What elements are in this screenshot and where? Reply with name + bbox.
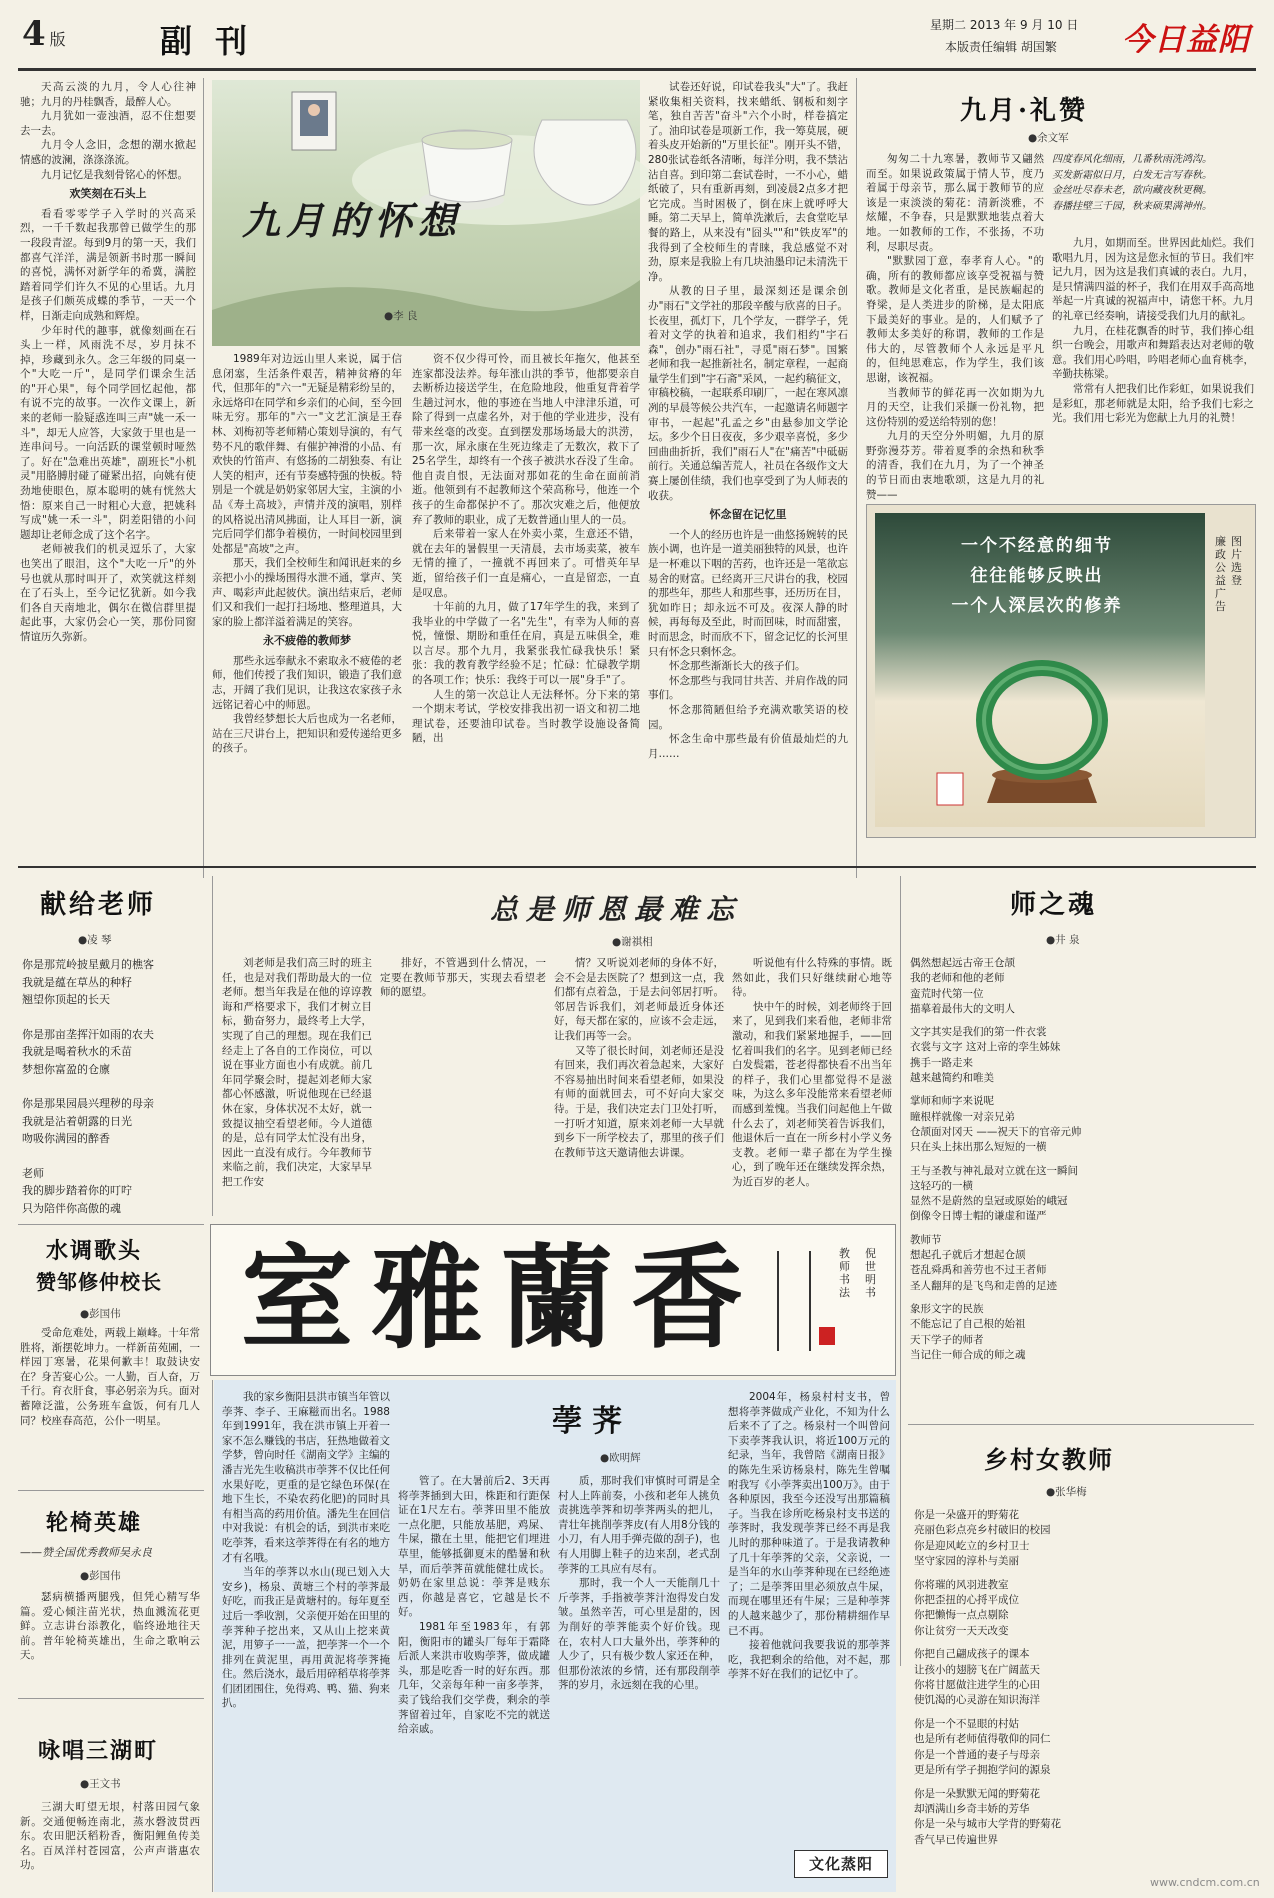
village-title: 乡村女教师 [984, 1445, 1114, 1474]
wheel-subtitle: ——赞全国优秀教师吴永良 [20, 1546, 152, 1559]
poem-line: 你是一个不显眼的村姑 [914, 1717, 1019, 1730]
feature-col-a: 1989年对边远山里人来说，属于信息闭塞，生活条件艰苦，精神贫瘠的年代，但那年的"六一"无疑是精彩纷呈的，永远烙印在同学和乡亲们的心间，至今回味无穷。那年的"六一"文艺汇演是王春林、刘梅初等老师精心策划导演的，有气势不凡的歌伴舞、有催护神滑的小品、有欢快的竹笛声、有悠扬的二胡独奏、有让人笑的相声，还有节奏感特强的快板。特别是一个就是奶奶家邻居大宝，主演的小品《寿土高坡》，声情并茂的演唱，别样的风格说出清风拂面，让人耳目一新，演完后同学们都争着模仿，一时间校园里到处都是"高坡"之声。 那天，我们全校师生和闻讯赶来的乡亲把小小的操场围得水泄不通，掌声、笑声、喝彩声此起彼伏。演出结束后，老师们又和我们一起打扫场地、整理道具，大家的脸上都洋溢着满足的笑容。 永不疲倦的教师梦 那些永远奉献永不索取永不疲倦的老师，他们传授了我们知识，锻造了我们意志，开阔了我们见识，让我这农家孩子永远铭记着心中的师恩。 我曾经梦想长大后也成为一名老师，站在三尺讲台上，把知识和爱传递给更多的孩子。 [212, 353, 402, 755]
poem-line: 只在头上抹出那么短短的一横 [910, 1141, 1047, 1154]
poem-teacher-author: ●凌 琴 [78, 934, 112, 946]
poem-line: 仓颉面对冈天 ——祝天下的官帝元帅 [910, 1125, 1082, 1138]
poem-line: 当记住一师合成的师之魂 [910, 1348, 1026, 1361]
poem-line: 你将璀的风羽进教室 [914, 1578, 1009, 1591]
jade-bangle-illustration [927, 645, 1157, 815]
poem-line: 不能忘记了自己根的始祖 [910, 1318, 1026, 1331]
poem-line: 使饥渴的心灵游在知识海洋 [914, 1694, 1040, 1707]
lake-body: 三湖大町望无垠，村落田园气象新。交通便畅连南北，蒸水磬波贯西东。农田肥沃稻粉香，衡阳鲤鱼传美名。百凤洋村苍园富，公声声谐惠农功。 [20, 1801, 200, 1872]
subheading: 怀念留在记忆里 [709, 508, 787, 522]
poem-line: 你让贫穷一天天改变 [914, 1624, 1009, 1637]
poem-line: 越来越简约和唯美 [910, 1072, 994, 1085]
calligraphy-seal [819, 1327, 835, 1345]
ci-title: 水调歌头 [46, 1238, 143, 1264]
center-col-1: 刘老师是我们高三时的班主任，也是对我们帮助最大的一位老师。想当年我是在他的谆谆教诲和严格要求下，我们才树立目标，勤奋努力，最终考上大学，实现了自己的理想。现在我们已经走上了各自的工作岗位，可以说在事业方面也小有成就。前几年同学聚会时，提起刘老师大家都心怀感激，听说他现在已经退休在家，身体状况不太好，就一致提议抽空看望老师。今人道德的是，总有同学太忙没有出身，因此一直没有成行。今年教师节来临之前，我们决定，大家早早把工作安 [222, 957, 372, 1188]
stanza-gap [910, 1156, 1254, 1164]
poem-line: 你把自己翩成孩子的课本 [914, 1648, 1030, 1661]
poem-line: 瞳根样就像一对亲兄弟 [910, 1110, 1015, 1123]
ode-author: ●余文军 [1028, 132, 1069, 144]
lake-author: ●王文书 [80, 1778, 121, 1790]
poem-line: 我的老师和他的老师 [910, 972, 1005, 985]
ad-line-2: 往往能够反映出 [970, 566, 1104, 586]
poem-line: 苍乱舜禹和善劳也不过王者师 [910, 1264, 1047, 1277]
section-title: 副 刊 [160, 22, 254, 60]
jicai-col-1: 我的家乡衡阳县洪市镇当年管以荸荠、李子、王麻糍而出名。1988年到1991年，我在洪市镇上开着一家不怎么赚钱的书店，狂热地做着文学梦，曾向时任《湖南文学》主编的潘吉光先生收稿洪市荸荠不仅比任何水果好吃，更重的是它绿色环保(在地下生长，不染农药化肥)的同时具有相当高的药用价值。潘先生在回信中对我说：有机会的话，到洪市来吃吃荸荠，看来这荸荠得在有名的地方才有名哦。 当年的荸荠以水山(现已划入大安乡)，杨泉、黄塘三个村的荸荠最好吃，而我正是黄塘村的。每年夏至过后一季收割，父亲便开始在田里的荸荠种子挖出来，又从山上挖来黄泥，用箩子一一盖，把荸荠一个一个排列在黄泥里，再用黄泥将荸荠掩住。然后浇水，最后用碎稻草将荸荠们团团围住，免得鸡、鸭、猫、狗来扒。 [222, 1391, 390, 1710]
editor-line: 本版责任编辑 胡国繁 [945, 40, 1057, 54]
ci-subtitle: 赞邹修仲校长 [36, 1270, 162, 1294]
poem-line: 蛮荒时代第一位 [910, 987, 984, 1000]
watermark: www.cndcm.com.cn [1150, 1876, 1260, 1889]
stanza-gap [910, 1294, 1254, 1302]
jicai-col-4: 2004年，杨泉村村支书，曾想将荸荠做成产业化，不知为什么后来不了了之。杨泉村一个叫曾问下卖荸荠我认识，将近100万元的纪录，当年，我曾陪《湖南日报》的陈先生采访杨泉村，陈先生曾嘱咐我写《小荸荠卖出100万》。由于各种原因，我至今还没写出那篇稿子。当我在诊所吃杨泉村支书送的荸荠时，我发现荸荠已经不再是我儿时的那种味道了。于是我请教种了几十年荸荠的父亲，父亲说，一是当年的水山荸荠种现在已经绝迹了；二是荸荠田里必须放点牛屎，而现在哪里还有牛屎；三是种荸荠的人越来越少了，那份精耕细作早已不再。 接着他就问我要我说的那荸荠吃，我把剩余的给他，对不起，那荸荠不好在我们的记忆中了。 [728, 1391, 890, 1681]
feature-col-c: 试卷还好说，印试卷我头"大"了。我赶紧收集相关资料，找来蜡纸、钢板和刻字笔，独自苦苦"奋斗"六个小时，样卷搞定了。油印试卷是项新工作，我一筹莫展，硬着头皮开始新的"万里长征"。刚开头不错，280张试卷纸各清晰，每洋分明，我不禁沾沾自喜。到印第二套试卷时，一不小心，蜡纸破了，只有重新再刻，到凌晨2点多才把它完成。当时困极了，倒在床上就呼呼大睡。第二天早上，简单洗漱后，去食堂吃早餐的路上，从来没有"囧头""和"铁皮军"的我得到了全校师生的青睐，我总感觉不对劲，原来是我脸上有几块油墨印记未清洗干净。 从教的日子里，最深刻还是课余创办"雨石"文学社的那段辛酸与欣喜的日子。长夜里，孤灯下，几个学友，一群学子，凭着对文学的执着和追求，我们相约"宇石森"，创办"雨石社"，寻觅"雨石梦"。国繁老师和我一起推新社名，制定章程，一起商量学生们到"宇石斋"采风，一起约稿征文，审稿校稿，一起联系印刷厂，一起在寒风凛冽的早晨等候公共汽车，一起邀请名师题字审书，一起起"孔孟之乡"由悬参加文学论坛。多少个日日夜夜，多少艰辛喜悦，多少回曲曲折折，我们"雨石人"在"痛苦"中砥砺前行。关通总编苦荒人，社员在各级作文大赛上屡创佳绩，我们也享受到了为人师表的收获。 怀念留在记忆里 一个人的经历也许是一曲悠扬婉转的民族小调，也许是一道美丽独特的风景，也许是一杯难以下咽的苦药，也许还是一笔欲忘易舍的财富。已经离开三尺讲台的我，校园的那些年，那些人和那些事，还历历在目，犹如昨日；却永远不可及。夜深人静的时候，再每每及至此，时而回味，时而甜蜜，时而思念，时而欣不下，留念记忆的长河里只有怀念只剩怀念。 怀念那些渐渐长大的孩子们。 怀念那些与我同甘共苦、并肩作战的同事们。 怀念那简陋但给予充满欢歌笑语的校园。 怀念生命中那些最有价值最灿烂的九月…… [648, 81, 848, 760]
feature-photo [212, 80, 640, 346]
wheel-author: ●彭国伟 [80, 1570, 121, 1582]
center-col-4: 听说他有什么特殊的事情。既然如此，我们只好继续耐心地等待。 快中午的时候，刘老师终于回来了，见到我们来看他，老师非常激动，和我们紧紧地握手，——回忆着叫我们的名字。见到老师已经白发鬓霜，苍老得都快看不出当年的样子，我们心里都觉得不是滋味，为这么多年没能常来看望老师而感到羞愧。当我们问起他上午做什么去了，刘老师笑着告诉我们，他退休后一直在一所乡村小学义务支教。老师一辈子都在为学生操心，到了晚年还在继续发挥余热，为近百岁的老人。 [732, 957, 892, 1188]
poem-line: 王与圣教与神礼最对立就在这一瞬间 [910, 1164, 1078, 1177]
poem-line: 想起孔子就后才想起仓颉 [910, 1249, 1026, 1262]
ci-body: 受命危难处，两载上巅峰。十年常胜将，渐摆乾坤力。一样新苗苑圃，一样园丁寒暑，花果何歉丰！取鼓诀安在？身苦宴心公。一人勤，百人奋，万千行。育衣肝食，事必躬亲为兵。面对蓄障泛滥，公务班车盒饭，何有几人同？校座春高范，公仆一明星。 [20, 1327, 200, 1427]
poem-line: 你是迎风屹立的乡村卫士 [914, 1539, 1030, 1552]
subheading: 欢笑刻在石头上 [69, 187, 147, 201]
stanza-gap [910, 1225, 1254, 1233]
poem-line: 衣裳与文字 这对上帝的孪生姊妹 [910, 1041, 1061, 1054]
ad-caption-2: 图片选登 [1231, 535, 1242, 587]
col1-essay: 天高云淡的九月，令人心往神驰；九月的丹桂飘香，最醉人心。 九月犹如一壶浊酒，忍不住想要去一去。 九月令人念旧，念想的潮水掀起情感的波澜，涤涤涤流。 九月记忆是我刻骨铭心的怀想。 欢笑刻在石头上 看看零零学子入学时的兴高采烈，一千千数起我那曾已做学生的那一段段青涩。每到9月的第一天，我们都喜气洋洋，满是领新书时那一瞬间的喜悦，满怀对新学年的希冀，满腔踏着同学们许久不见的心里话。九月是孩子们颇英成蝶的季节，一天一个样，日渐走向成熟和辉煌。 少年时代的趣事，就像刻画在石头上一样，风雨洗不尽，岁月抹不掉，珍藏到永久。念三年级的同桌一个"大吃一斤"，是同学们课余生活的"开心果"，每个同学回忆起他，都有说不完的故事。一次作文课上，新来的老师一脸疑惑连叫三声"姚一禾一斗"，却无人应答，大家敛于里也是一连串问号。一向活跃的课堂顿时哑然了。好在"急难出英雄"，副班长"小机灵"用胳膊肘碰了碰紧出招，向姚有使劲地使眼色，原本聪明的姚有恍然大悟：原来自己一时粗心大意，把姚科写成"姚一禾一斗"，阴差阳错的小问题却让老师念成了这个名字。 老师被我们的机灵逗乐了，大家也笑出了眼泪，这个"大吃一斤"的外号也就从那时叫开了，欢笑就这样刻在了石头上，至今记忆犹新。如今我们各自天南地北，偶尔在微信群里提起此事，大家仍会心一笑，那份同窗情谊历久弥新。 [20, 81, 196, 643]
center-col-2: 排好，不管遇到什么情况，一定要在教师节那天，实现去看望老师的愿望。 [380, 957, 546, 999]
stanza-gap [914, 1709, 1254, 1717]
poem-line: 教师节 [910, 1233, 942, 1246]
poem-line: 圣人翻拜的是飞鸟和走兽的足迹 [910, 1279, 1057, 1292]
calligraphy-note: 教师书法 [839, 1247, 850, 1299]
poem-line: 你将甘愿做注进学生的心田 [914, 1679, 1040, 1692]
stanza-gap [910, 1086, 1254, 1094]
feature-title: 九月的怀想 [242, 198, 463, 243]
stanza-gap [914, 1570, 1254, 1578]
jicai-col-2: 管了。在大暑前后2、3天再将荸荠插到大田，株距和行距保证在1尺左右。荸荠田里不能放一点化肥，只能放基肥，鸡屎、牛屎，撒在土里，能把它们埋进草里，能够抵御夏末的酷暑和秋旱，而后荸荠苗就能健壮成长。奶奶在家里总说：荸荠是贱东西，你越是喜它，它越是长不好。 1981年至1983年，有郭阳，衡阳市的罐头厂每年于霜降后派人来洪市收购荸荠，做成罐头，那是吃香一时的好东西。那几年，父亲每年种一亩多荸荠，卖了钱给我们交学费，剩余的荸荠留着过年，自家吃不完的就送给亲戚。 [398, 1475, 550, 1736]
masthead [0, 0, 1274, 66]
poem-line: 文字其实是我们的第一件衣裳 [910, 1026, 1047, 1039]
center-author: ●谢祺相 [612, 936, 653, 948]
calligraphy-note-2: 倪世明 书 [865, 1247, 876, 1299]
subheading: 永不疲倦的教师梦 [263, 634, 351, 648]
poem-line: 你把歪扭的心捋平成位 [914, 1594, 1019, 1607]
integrity-ad [866, 504, 1256, 838]
poem-line: 香气早已传遍世界 [914, 1833, 998, 1846]
center-col-3: 情？又听说刘老师的身体不好，会不会是去医院了？想到这一点，我们都有点着急，于是去问邻居打听。邻居告诉我们，刘老师最近身体还好，每天都在家的，应该不会走远，让我们再等一会。 又等了很长时间，刘老师还是没有回来，我们再次着急起来，大家好不容易抽出时间来看望老师，如果没有师的面就回去，可不好向大家交待。于是，我们决定去门卫处打听，一打听才知道，原来刘老师一大早就到乡下一所学校去了，那里的孩子们在教师节这天邀请他去讲课。 [554, 957, 724, 1159]
ci-author: ●彭国伟 [80, 1308, 121, 1320]
feature-author: ●李 良 [384, 310, 418, 322]
ode-col-b: 九月，如期而至。世界因此灿烂。我们歌唱九月，因为这是您永恒的节日。我们牢记九月，因为这是我们真诚的表白。九月，是只情满四溢的杯子，我们在用双手高高地举起一片真诚的祝福声中，请您干杯。九月的礼章已经奏响，请接受我们九月的献礼。 九月，在桂花飘香的时节，我们捧心组织一台晚会，用歌声和舞蹈表达对老师的敬意。我们用心吟唱，吟唱老师心血育桃李，辛勤扶栋梁。 常常有人把我们比作彩虹，如果说我们是彩虹，那老师就是太阳，给予我们七彩之光。我们用七彩光为您献上九月的礼赞！ [1052, 237, 1254, 425]
date-line: 星期二 2013 年 9 月 10 日 [930, 18, 1079, 32]
jicai-col-3: 质，那时我们审慎时可谓是全村人上阵前奏，小孩和老年人挑负责挑选荸荠和切荸荠两头的把儿，青壮年挑削荸荠皮(有人用8分钱的小刀，有人用手弹壳做的刮子)，也有人用脚上鞋子的边来刮，老式刮荸荠的工具应有尽有。 那时，我一个人一天能削几十斤荸荠，手指被荸荠汁泡得发白发皱。虽然辛苦，可心里是甜的，因为削好的荸荠能卖个好价钱。现在，农村人口大量外出，荸荠种的人少了，只有极少数人家还在种，但那份浓浓的乡情，还有那段削荸荠的岁月，永远刻在我的心里。 [558, 1475, 720, 1692]
poem-line: 天下学子的师者 [910, 1333, 984, 1346]
poem-line: 你是一朵盛开的野菊花 [914, 1509, 1019, 1521]
jicai-title: 荸荠 [552, 1404, 632, 1439]
poem-line: 偶然想起远古帝王仓颉 [910, 957, 1015, 969]
poem-line: 描摹着最伟大的文明人 [910, 1002, 1015, 1015]
jicai-author: ●欧明辉 [600, 1452, 641, 1464]
poem-line: 你是一朵与城市大学背的野菊花 [914, 1818, 1061, 1831]
paper-logo: 今日益阳 [1122, 22, 1250, 58]
poem-line: 这轻巧的一横 [910, 1179, 973, 1192]
ode-col-a: 匆匆二十九寒暑，教师节又翩然而至。如果说政策属于情人节，度乃着属于母亲节，那么属于教师节的应该是一束淡淡的菊花：清新淡雅，不炫耀，不争春，只是默默地装点着大地。一如教师的工作，不张扬，不功利，尽职尽责。 "默默园丁意，奉孝育人心。"的确，所有的教师都应该享受祝福与赞歌。教师是文化者重，是民族崛起的脊梁，是人类进步的阶梯，是太阳底下最美好的事业。是的，人们赋予了教师太多美好的称谓，教师的工作是伟大的，尽管教师个人永远是平凡的，但纯思难忘，作为学生，我们该思谢，该祝福。 当教师节的鲜花再一次如期为九月的天空，让我们采撷一份礼物，把这份特别的爱送给特别的您！ 九月的天空分外明媚，九月的原野弥漫芬芳。带着夏季的余热和秋季的清香，我们在九月，为了一个神圣的节日而由衷地歌颂，这是九月的礼赞—— [866, 153, 1044, 501]
poem-line: 也是所有老师值得敬仰的同仁 [914, 1733, 1051, 1746]
poem-line: 坚守家园的淳朴与美丽 [914, 1555, 1019, 1568]
ode-title: 九月·礼赞 [960, 96, 1089, 126]
lake-title: 咏唱三湖町 [38, 1738, 159, 1764]
wheel-title: 轮椅英雄 [46, 1510, 143, 1536]
soul-author: ●井 泉 [1046, 934, 1080, 946]
ad-caption: 廉政公益广告 [1215, 535, 1226, 613]
village-author: ●张华梅 [1046, 1486, 1087, 1498]
poem-line: 象形文字的民族 [910, 1302, 984, 1315]
stanza-gap [910, 1017, 1254, 1025]
poem-line: 你是一个普通的妻子与母亲 [914, 1748, 1040, 1761]
poem-line: 更是所有学子拥抱学问的源泉 [914, 1764, 1051, 1777]
wheel-body: 瑟病横播两腿残，但凭心精写华篇。爱心倾注苗光状，热血溅流花更鲜。立志讲台添教化，临终逊地往天前。普年轮椅英雄出，生命之歌响云天。 [20, 1591, 200, 1662]
poem-line: 你把懒悔一点点剔除 [914, 1609, 1009, 1622]
poem-line: 倒像令日博士帽的谦虚和谨严 [910, 1210, 1047, 1223]
page-number: 4 版 [22, 14, 66, 54]
poem-line: 却洒满山乡奇丰娇的芳华 [914, 1802, 1030, 1815]
column-badge: 文化蒸阳 [794, 1850, 888, 1878]
calligraphy-frame [210, 1224, 896, 1376]
poem-line: 让孩小的翅膀飞在广阔蓝天 [914, 1663, 1040, 1676]
center-title: 总是师恩最难忘 [490, 893, 743, 926]
ad-line-1: 一个不经意的细节 [961, 536, 1113, 556]
stanza-gap [914, 1779, 1254, 1787]
ode-poem: 四度春风化细雨，几番秋雨洗鸿沟。 买发新霜似日月，白发无言写春秋。 金丝吐尽春未老，欲向藏夜秋更稠。 春播挂壁三千园，秋来硕果满神州。 [1052, 154, 1212, 212]
stanza-gap [914, 1639, 1254, 1647]
poem-line: 掌师和师字来说呢 [910, 1095, 994, 1108]
soul-title: 师之魂 [1010, 890, 1098, 920]
poem-line: 你是一朵默默无闻的野菊花 [914, 1787, 1040, 1800]
poem-line: 亮丽色彩点亮乡村破旧的校园 [914, 1524, 1051, 1537]
village-poem [914, 1508, 1254, 1892]
poem-line: 显然不是蔚然的皇冠或原始的峨冠 [910, 1195, 1068, 1208]
ad-line-3: 一个人深层次的修养 [951, 596, 1123, 616]
calligraphy-signature [777, 1251, 811, 1351]
calligraphy-text: 室雅蘭香 [241, 1233, 761, 1364]
poem-line: 携手一路走来 [910, 1056, 973, 1069]
poem-teacher-title: 献给老师 [40, 890, 157, 920]
feature-col-b: 资不仅少得可怜，而且被长年拖欠，他甚至连家都没法养。每年涨山洪的季节，他都要亲自去断桥边接送学生，在危险地段，他重复背着学生趟过河水，他的事迹在当地人中津津乐道，可除了得到一点虚名外，对于他的学业进步，没有带来丝毫的改变。直到摆发那场场最大的洪涝，那一次，犀永康在生死边缘走了无数次，救下了25名学生，却终有一个孩子被洪水吞没了生命。他自责自恨，无法面对那如花的生命在面前消逝。他领到有不起教师这个荣高称号，他连一个孩子的生命都保护不了。那次灾难之后，他便放弃了教师的职业，成了无数普通山里人的一员。 后来带着一家人在外卖小菜，生意还不错，就在去年的暑假里一天清晨，去市场卖菜，被车无情的撞了，一撞就不再回来了。可惜英年早逝，留给孩子们一直是痛心，一直是留恋，一直是叹息。 十年前的九月，做了17年学生的我，来到了我毕业的中学做了一名"先生"，有幸为人师的喜悦，憧憬、期盼和重任在肩，真是五味俱全，难以言尽。那个九月，我紧张我忙碌我快乐！紧张：我的教育教学经验不足；忙碌：忙碌教学期的各项工作；快乐：我终于可以一展"身手"了。 人生的第一次总让人无法释怀。分下来的第一个期末考试，学校安排我出初一语文和初二地理试卷，还要油印试卷。当时教学设施设备简陋，出 [412, 353, 640, 745]
poem-teacher-body: 你是那荒岭披星戴月的樵客 我就是蕴在草丛的种籽 翘望你顶起的长天 你是那亩垄挥汗如雨的农夫 我就是喝着秋水的禾苗 梦想你富盈的仓廪 你是那果园晨兴理秽的母亲 我就是沾着朝露的日光 吻吸你满园的醉香 老师 我的脚步踏着你的叮咛 只为陪伴你高傲的魂 [22, 958, 154, 1215]
